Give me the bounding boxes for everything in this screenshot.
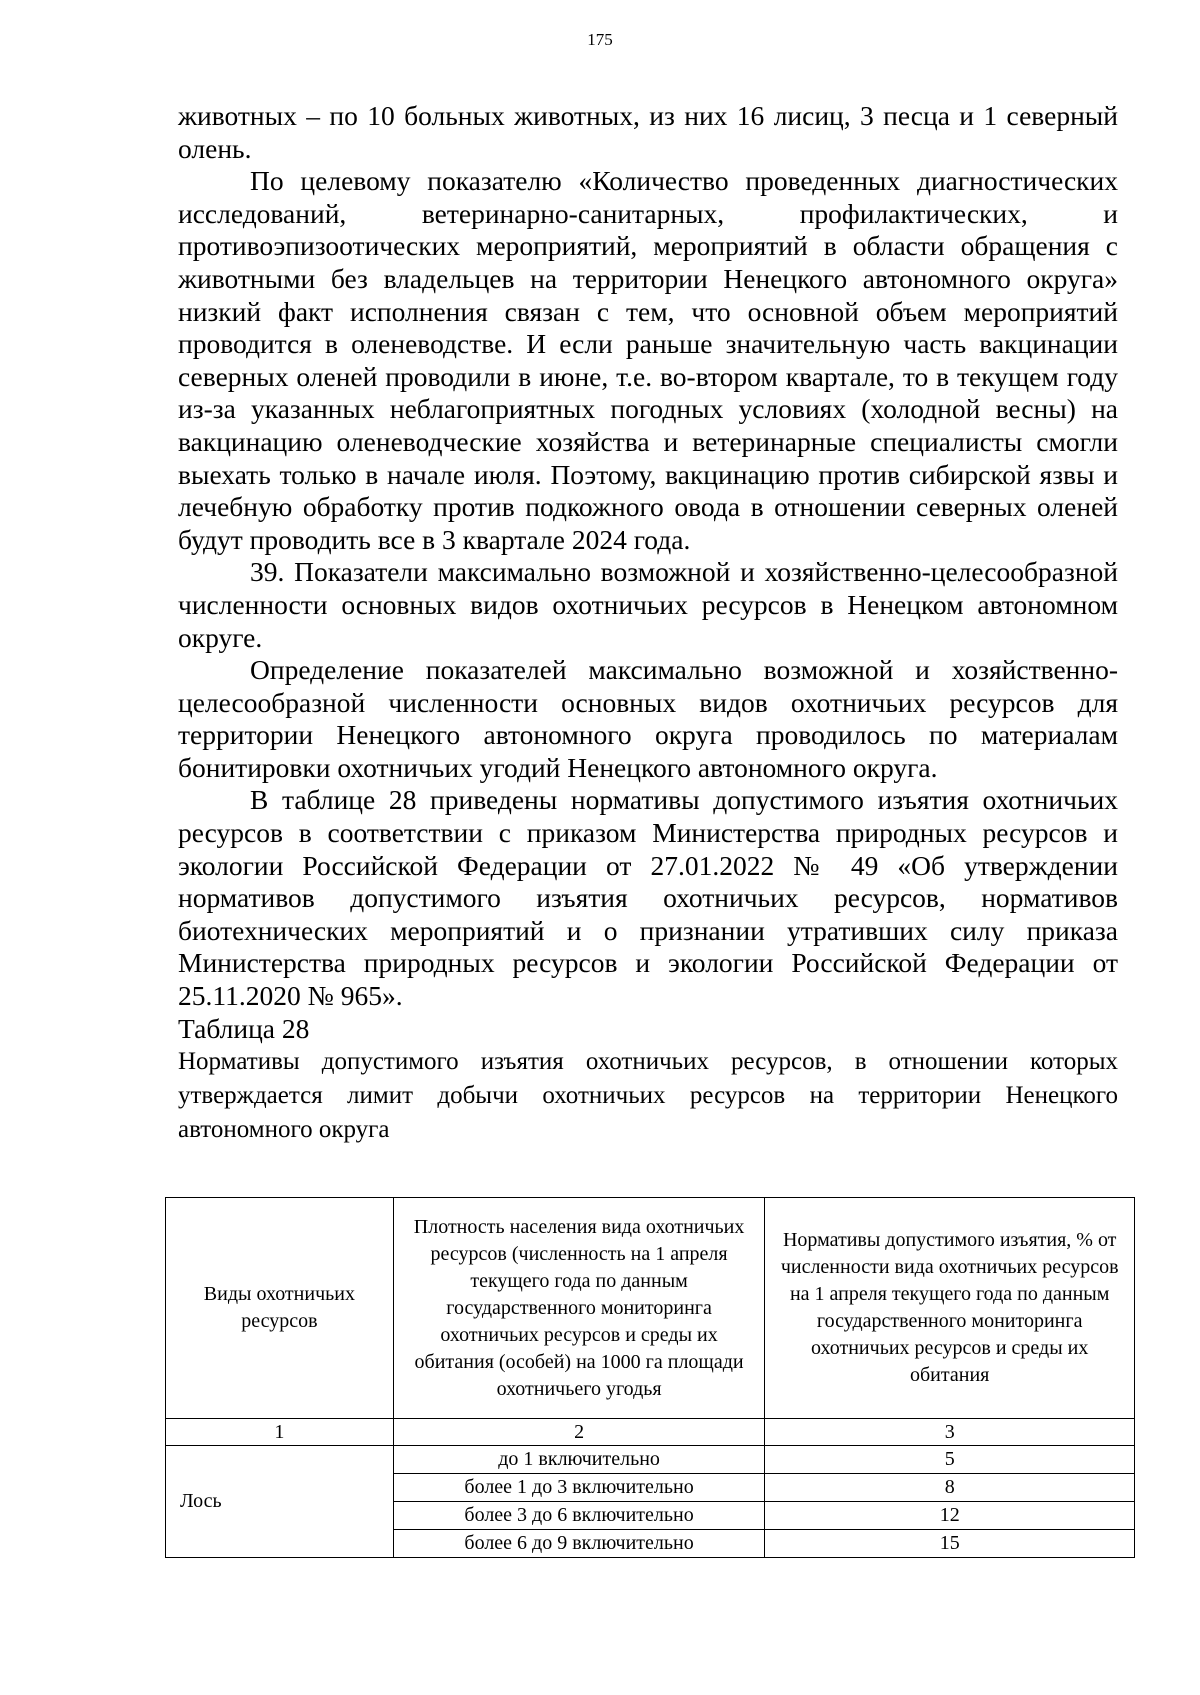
paragraph-2: По целевому показателю «Количество проведенных диагностических исследований, ветеринарно-санитарных, профилактических, и противоэпизоотических мероприятий, мероприятий в области обращения с животными без владельцев на территории Ненецкого автономного округа» низкий факт исполнения связан с тем, что основной объем мероприятий проводится в оленеводстве. И если раньше значительную часть вакцинации северных оленей проводили в июне, т.е. во-втором квартале, то в текущем году из-за указанных неблагоприятных погодных условиях (холодной весны) на вакцинацию оленеводческие хозяйства и ветеринарные специалисты смогли выехать только в начале июля. Поэтому, вакцинацию против сибирской язвы и лечебную обработку против подкожного овода в отношении северных оленей будут проводить все в 3 квартале 2024 года.	[178, 165, 1118, 555]
species-cell: Лось	[166, 1446, 394, 1558]
table-column-numbers-row	[166, 1419, 1135, 1446]
density-cell: более 3 до 6 включительно	[393, 1502, 765, 1530]
column-number: 3	[765, 1419, 1135, 1446]
page-number: 175	[587, 30, 613, 49]
norm-cell: 15	[765, 1530, 1135, 1558]
table-title: Нормативы допустимого изъятия охотничьих ресурсов, в отношении которых утверждается лимит добычи охотничьих ресурсов на территории Ненецкого автономного округа	[178, 1048, 1118, 1144]
norms-table	[165, 1197, 1135, 1558]
column-number: 2	[393, 1419, 765, 1446]
table-header-row	[166, 1198, 1135, 1419]
table-row	[166, 1446, 1135, 1474]
header-norm: Нормативы допустимого изъятия, % от численности вида охотничьих ресурсов на 1 апреля текущего года по данным государственного мониторинга охотничьих ресурсов и среды их обитания	[765, 1198, 1135, 1419]
norm-cell: 8	[765, 1474, 1135, 1502]
header-species: Виды охотничьих ресурсов	[166, 1198, 394, 1419]
table-label: Таблица 28	[178, 1012, 310, 1044]
norm-cell: 12	[765, 1502, 1135, 1530]
paragraph-5: В таблице 28 приведены нормативы допустимого изъятия охотничьих ресурсов в соответствии с приказом Министерства природных ресурсов и экологии Российской Федерации от 27.01.2022 № 49 «Об утверждении нормативов допустимого изъятия охотничьих ресурсов, нормативов биотехнических мероприятий и о признании утративших силу приказа Министерства природных ресурсов и экологии Российской Федерации от 25.11.2020 № 965».	[178, 784, 1118, 1012]
norm-cell: 5	[765, 1446, 1135, 1474]
density-cell: до 1 включительно	[393, 1446, 765, 1474]
paragraph-4: Определение показателей максимально возможной и хозяйственно-целесообразной численности основных видов охотничьих ресурсов для территории Ненецкого автономного округа проводилось по материалам бонитировки охотничьих угодий Ненецкого автономного округа.	[178, 654, 1118, 783]
column-number: 1	[166, 1419, 394, 1446]
header-density: Плотность населения вида охотничьих ресурсов (численность на 1 апреля текущего года по данным государственного мониторинга охотничьих ресурсов и среды их обитания (особей) на 1000 га площади охотничьего угодья	[393, 1198, 765, 1419]
density-cell: более 1 до 3 включительно	[393, 1474, 765, 1502]
density-cell: более 6 до 9 включительно	[393, 1530, 765, 1558]
paragraph-1: животных – по 10 больных животных, из них 16 лисиц, 3 песца и 1 северный олень.	[178, 100, 1118, 164]
body-text	[178, 100, 1118, 1147]
paragraph-3: 39. Показатели максимально возможной и хозяйственно-целесообразной численности основных видов охотничьих ресурсов в Ненецком автономном округе.	[178, 556, 1118, 653]
